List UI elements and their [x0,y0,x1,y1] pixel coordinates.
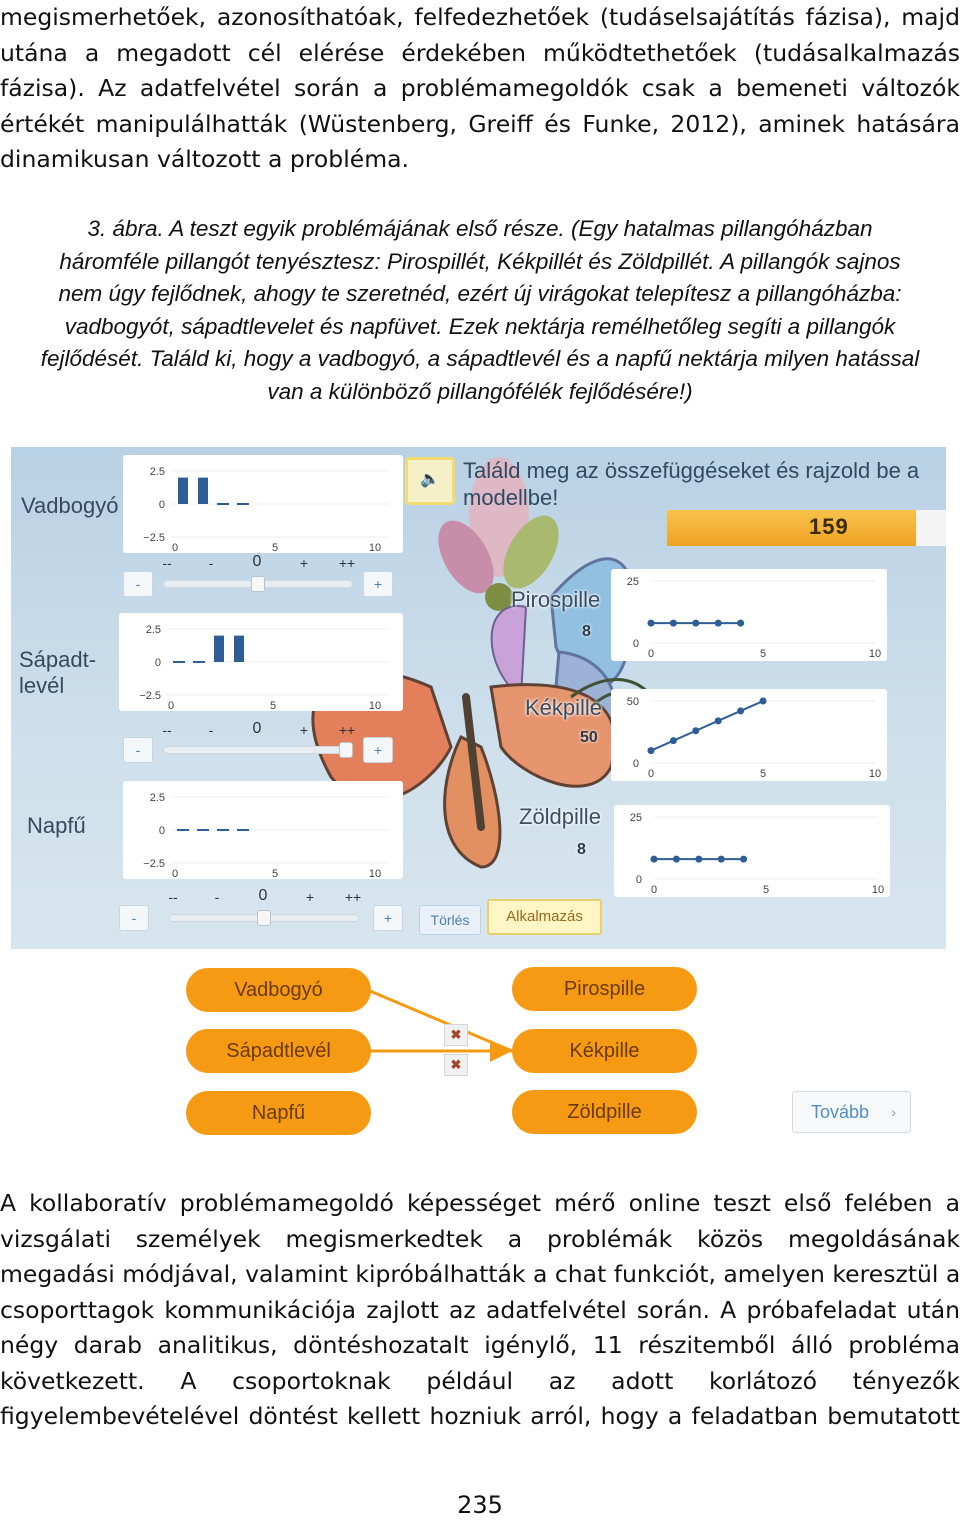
x-tick-label: 10 [368,542,382,553]
model-output-kekpille[interactable]: Kékpille [512,1029,697,1073]
line-chart [611,689,887,781]
text-line: vizsgálati személyek megismerkedtek a problémák közös megoldásának [0,1224,960,1253]
model-output-zoldpille[interactable]: Zöldpille [512,1090,697,1134]
bar [217,503,229,505]
slider-track[interactable] [163,746,353,754]
species-label-pirospille: Pirospille [511,587,601,612]
y-tick-label: 0 [635,874,642,886]
data-point [670,737,677,744]
data-point [715,620,722,627]
increase-button[interactable]: + [373,905,403,931]
model-output-pirospille[interactable]: Pirospille [512,967,697,1011]
input-label-line: Sápadt- [19,647,97,672]
y-tick-label: 25 [626,576,639,588]
model-input-napfu[interactable]: Napfű [186,1091,371,1135]
next-button-label: Tovább [811,1102,870,1122]
tick-label: -- [162,555,172,571]
caption-line: van a különböző pillangófélék fejlődésére!) [267,378,693,404]
data-point [648,620,655,627]
x-tick-label: 0 [171,868,179,879]
speaker-icon[interactable]: 🔈 [405,457,455,505]
text-line: dinamikusan változott a probléma. [0,145,409,173]
slider-sapadtlevel[interactable] [123,737,393,763]
tick-label: -- [162,722,172,738]
decrease-button[interactable]: - [123,571,153,597]
problem-app [11,447,946,949]
output-chart-zoldpille [614,805,890,897]
slider-vadbogyo[interactable] [123,571,393,597]
x-tick-label: 5 [759,768,767,780]
y-tick-label: 0 [154,657,161,669]
text-line: csoporttagok kommunikációja zajlott az adatfelvétel során. A próbafeladat után [0,1295,960,1324]
bar [217,829,229,831]
text-line: A kollaboratív problémamegoldó képességet mérő online teszt első felében a [0,1189,960,1217]
line-chart [611,569,887,661]
x-tick-label: 0 [167,700,175,711]
y-tick-label: 2.5 [145,624,161,636]
bar-chart [123,455,403,553]
text-line: értékét manipulálhatták (Wüstenberg, Greiff és Funke, 2012), aminek hatására [0,109,960,138]
species-label-zoldpille: Zöldpille [519,804,601,829]
data-point [715,717,722,724]
score-bar-end [916,510,946,546]
data-point [651,856,658,863]
bar [193,661,205,663]
tick-label: + [299,722,309,738]
tick-label: - [208,722,214,738]
data-point [692,727,699,734]
y-tick-label: 0 [632,758,639,770]
input-label-vadbogyo: Vadbogyó [21,493,119,518]
figure-caption [0,213,960,408]
text-line: megismerhetőek, azonosíthatóak, felfedezhetőek (tudáselsajátítás fázisa), majd [0,3,960,31]
bar [198,478,208,504]
output-chart-kekpille [611,689,887,781]
text-line: négy darab analitikus, döntéshozatalt igénylő, 11 részitemből álló probléma [0,1331,960,1359]
tick-label: -- [168,889,178,905]
data-point [648,747,655,754]
tick-label: + [305,889,315,905]
x-tick-label: 10 [868,768,882,780]
remove-arrow-icon[interactable]: ✖ [444,1024,468,1046]
x-tick-label: 5 [762,884,770,896]
decrease-button[interactable]: - [123,737,153,763]
apply-button[interactable]: Alkalmazás [487,899,602,935]
x-tick-label: 10 [368,868,382,879]
tick-label: ++ [338,555,356,571]
y-tick-label: 0 [632,638,639,650]
x-tick-label: 5 [269,700,277,711]
text-line: következett. A csoportoknak például az adott korlátozó tényezők [0,1366,960,1395]
bar [173,661,185,663]
bar-chart [119,613,403,711]
x-tick-label: 0 [171,542,179,553]
text-line: fázisa). Az adatfelvétel során a problémamegoldók csak a bemeneti változók [0,74,960,102]
slider-thumb[interactable] [257,910,271,926]
data-point [737,707,744,714]
bar [237,503,249,505]
x-tick-label: 5 [271,542,279,553]
tick-label: ++ [344,889,362,905]
page-number: 235 [457,1491,503,1519]
y-tick-label: 0 [158,825,165,837]
line-chart [614,805,890,897]
remove-arrow-icon[interactable]: ✖ [444,1054,468,1076]
output-chart-pirospille [611,569,887,661]
x-tick-label: 5 [271,868,279,879]
data-point [695,856,702,863]
text-line: figyelembevételével döntést kellett hozniuk arról, hogy a feladatban bemutatott [0,1402,960,1430]
clear-button[interactable]: Törlés [419,905,481,935]
bar [178,478,188,504]
instruction-text: Találd meg az összefüggéseket és rajzold be a modellbe! [463,458,920,510]
y-tick-label: −2.5 [143,532,165,544]
species-value-zoldpille: 8 [577,841,586,858]
body-paragraph [0,1186,960,1435]
caption-line: nem úgy fejlődnek, ahogy te szeretnéd, ezért új virágokat telepítesz a pillangóházba: [58,281,902,306]
score-value: 159 [809,514,849,539]
intro-paragraph [0,0,960,178]
increase-button[interactable]: + [363,737,393,763]
arrow-head [490,1040,512,1062]
slider-thumb[interactable] [251,576,265,592]
tick-label: - [214,889,220,905]
caption-line: fejlődését. Találd ki, hogy a vadbogyó, a sápadtlevél és a napfű nektárja milyen hatással [40,346,920,371]
x-tick-label: 10 [368,700,382,711]
series-line [651,701,763,751]
data-point [670,620,677,627]
tick-label: - [208,555,214,571]
bar [214,636,224,662]
data-point [760,698,767,705]
y-tick-label: 0 [158,499,165,511]
y-tick-label: 25 [629,812,642,824]
bar [234,636,244,662]
decrease-button[interactable]: - [119,905,149,931]
text-line: utána a megadott cél elérése érdekében működtethetőek (tudásalkalmazás [0,38,960,67]
tick-label: 0 [252,553,262,570]
data-point [718,856,725,863]
score-bar [667,510,916,546]
data-point [737,620,744,627]
y-tick-label: 2.5 [149,466,165,478]
bar [197,829,209,831]
model-input-sapadtlevel[interactable]: Sápadtlevél [186,1029,371,1073]
bar-chart [123,781,403,879]
x-tick-label: 10 [868,648,882,660]
caption-line: vadbogyót, sápadtlevelet és napfüvet. Ezek nektárja remélhetőleg segíti a pillangók [64,313,896,339]
input-chart-napfu [123,781,403,879]
text-line: megadási módjával, valamint kipróbálhatták a chat funkciót, amelyen keresztül a [0,1260,960,1288]
caption-line: 3. ábra. A teszt egyik problémájának első része. (Egy hatalmas pillangóházban [87,216,873,241]
input-chart-sapadtlevel [119,613,403,711]
input-label-line: levél [19,673,65,698]
chevron-right-icon: › [891,1104,896,1120]
x-tick-label: 0 [647,648,655,660]
input-label-napfu: Napfű [27,813,86,838]
increase-button[interactable]: + [363,571,393,597]
species-value-kekpille: 50 [580,729,598,746]
slider-napfu[interactable] [119,905,405,931]
caption-line: háromféle pillangót tenyésztesz: Pirospillét, Kékpillét és Zöldpillét. A pillangók sajnos [59,248,901,274]
species-value-pirospille: 8 [582,623,591,640]
y-tick-label: 50 [626,696,639,708]
input-label-sapadtlevel [19,647,96,699]
x-tick-label: 5 [759,648,767,660]
tick-label: 0 [258,887,268,904]
bar [177,829,189,831]
tick-label: ++ [338,722,356,738]
y-tick-label: −2.5 [143,858,165,870]
x-tick-label: 10 [871,884,885,896]
y-tick-label: −2.5 [139,690,161,702]
bar [237,829,249,831]
y-tick-label: 2.5 [149,792,165,804]
data-point [692,620,699,627]
input-chart-vadbogyo [123,455,403,553]
tick-label: 0 [252,720,262,737]
x-tick-label: 0 [647,768,655,780]
model-input-vadbogyo[interactable]: Vadbogyó [186,968,371,1012]
slider-thumb[interactable] [339,742,353,758]
tick-label: + [299,555,309,571]
data-point [740,856,747,863]
species-label-kekpille: Kékpille [525,695,603,720]
next-button[interactable] [792,1091,911,1133]
x-tick-label: 0 [650,884,658,896]
data-point [673,856,680,863]
